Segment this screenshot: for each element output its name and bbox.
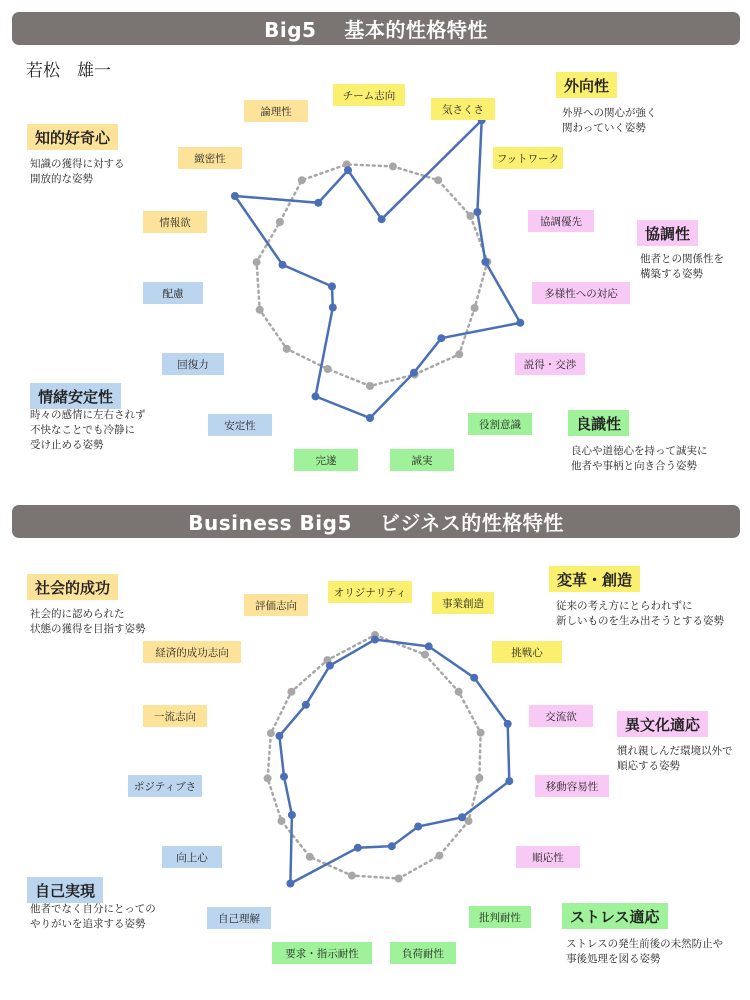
axis-label-chousenshin: 挑戦心	[492, 641, 562, 663]
factor-header-chitekikoukishin: 知的好奇心	[27, 124, 118, 150]
factor-header-gaikousei: 外向性	[556, 72, 617, 98]
business-big5-banner: Business Big5 ビジネス的性格特性	[12, 505, 740, 538]
axis-label-kaifukuryoku: 回復力	[162, 353, 224, 375]
axis-label-jikorikai: 自己理解	[207, 907, 271, 929]
axis-label-positive: ポジティブさ	[128, 775, 202, 797]
factor-desc-kyouchousei: 他者との関係性を 構築する姿勢	[640, 253, 724, 280]
axis-label-jigyousouzou: 事業創造	[432, 592, 494, 614]
factor-desc-jouchoanteisei: 時々の感情に左右されず 不快なことでも冷静に 受け止める姿勢	[30, 409, 146, 451]
factor-desc-jikojitsugen: 他者でなく自分にとっての やりがいを追求する姿勢	[30, 903, 156, 930]
average-point-12	[267, 729, 275, 737]
axis-label-junnousei: 順応性	[516, 846, 580, 868]
factor-header-ibunka: 異文化適応	[617, 711, 708, 737]
axis-label-koujoushin: 向上心	[162, 846, 222, 868]
profile-point-9	[286, 880, 294, 888]
axis-label-hyoukashikou: 評価志向	[244, 594, 308, 616]
factor-header-ryoushikisei: 良識性	[568, 410, 629, 436]
average-point-9	[306, 853, 314, 861]
average-point-11	[264, 774, 272, 782]
axis-label-hairyo: 配慮	[143, 282, 203, 304]
profile-point-7	[388, 842, 396, 850]
factor-desc-stress: ストレスの発生前後の未然防止や 事後処理を図る姿勢	[566, 938, 724, 965]
profile-point-4	[505, 777, 513, 785]
big5-banner: Big5 基本的性格特性	[12, 12, 740, 45]
factor-desc-shakaitekiseikou: 社会的に認められた 状態の獲得を目指す姿勢	[30, 608, 146, 635]
average-point-10	[278, 817, 286, 825]
average-series-line	[268, 635, 481, 879]
average-point-2	[455, 688, 463, 696]
profile-point-6	[414, 823, 422, 831]
profile-point-2	[470, 674, 478, 682]
average-point-1	[421, 651, 429, 659]
axis-label-ronrisei: 論理性	[244, 100, 308, 122]
average-point-8	[348, 872, 356, 880]
axis-label-kouryuuyoku: 交流欲	[529, 705, 593, 727]
profile-point-13	[302, 701, 310, 709]
axis-label-johoyoku: 情報欲	[143, 211, 207, 233]
profile-point-5	[458, 813, 466, 821]
axis-label-kisakusa: 気さくさ	[431, 98, 495, 120]
axis-label-keizaiteki: 経済的成功志向	[143, 641, 241, 663]
profile-point-10	[288, 811, 296, 819]
axis-label-hihantaisei: 批判耐性	[469, 906, 531, 928]
axis-label-team: チーム志向	[333, 84, 405, 106]
factor-desc-ryoushikisei: 良心や道徳心を持って誠実に 他者や事柄と向き合う姿勢	[571, 445, 708, 472]
axis-label-anteisei: 安定性	[208, 414, 272, 436]
axis-label-idouyouisei: 移動容易性	[535, 775, 609, 797]
average-point-4	[475, 774, 483, 782]
profile-point-8	[354, 844, 362, 852]
factor-desc-gaikousei: 外界への関心が強く 関わっていく姿勢	[562, 107, 657, 134]
profile-point-14	[326, 662, 334, 670]
axis-label-youkyuushiji: 要求・指示耐性	[272, 942, 372, 964]
axis-label-tayousei: 多様性への対応	[532, 282, 630, 304]
profile-point-12	[275, 732, 283, 740]
factor-desc-henkaku: 従来の考え方にとらわれずに 新しいものを生み出そうとする姿勢	[556, 600, 724, 627]
axis-label-kyocho-yusen: 協調優先	[528, 210, 594, 232]
average-point-6	[435, 852, 443, 860]
profile-point-0	[371, 636, 379, 644]
factor-header-henkaku: 変革・創造	[549, 566, 640, 592]
average-point-13	[287, 688, 295, 696]
axis-label-settoku: 説得・交渉	[515, 353, 585, 375]
axis-label-fukataisei: 負荷耐性	[390, 942, 456, 964]
factor-header-kyouchousei: 協調性	[637, 220, 698, 246]
average-point-3	[477, 729, 485, 737]
factor-header-jikojitsugen: 自己実現	[27, 877, 103, 903]
axis-label-footwork: フットワーク	[493, 147, 563, 169]
profile-point-1	[425, 642, 433, 650]
factor-header-shakaitekiseikou: 社会的成功	[27, 574, 118, 600]
factor-header-stress: ストレス適応	[562, 903, 668, 929]
profile-point-11	[280, 773, 288, 781]
axis-label-originality: オリジナリティ	[328, 581, 412, 603]
axis-label-ichiryuushikou: 一流志向	[143, 705, 207, 727]
axis-label-seijitsu: 誠実	[390, 449, 454, 471]
axis-label-kansui: 完遂	[294, 449, 358, 471]
average-point-7	[395, 875, 403, 883]
factor-desc-ibunka: 慣れ親しんだ環境以外で 順応する姿勢	[617, 745, 733, 772]
axis-label-chimitsusei: 緻密性	[178, 147, 242, 169]
axis-label-yakuwari: 役割意識	[468, 413, 532, 435]
profile-point-3	[504, 720, 512, 728]
person-name: 若松 雄一	[26, 61, 111, 81]
factor-header-jouchoanteisei: 情緒安定性	[30, 383, 121, 409]
factor-desc-chitekikoukishin: 知識の獲得に対する 開放的な姿勢	[30, 158, 125, 185]
